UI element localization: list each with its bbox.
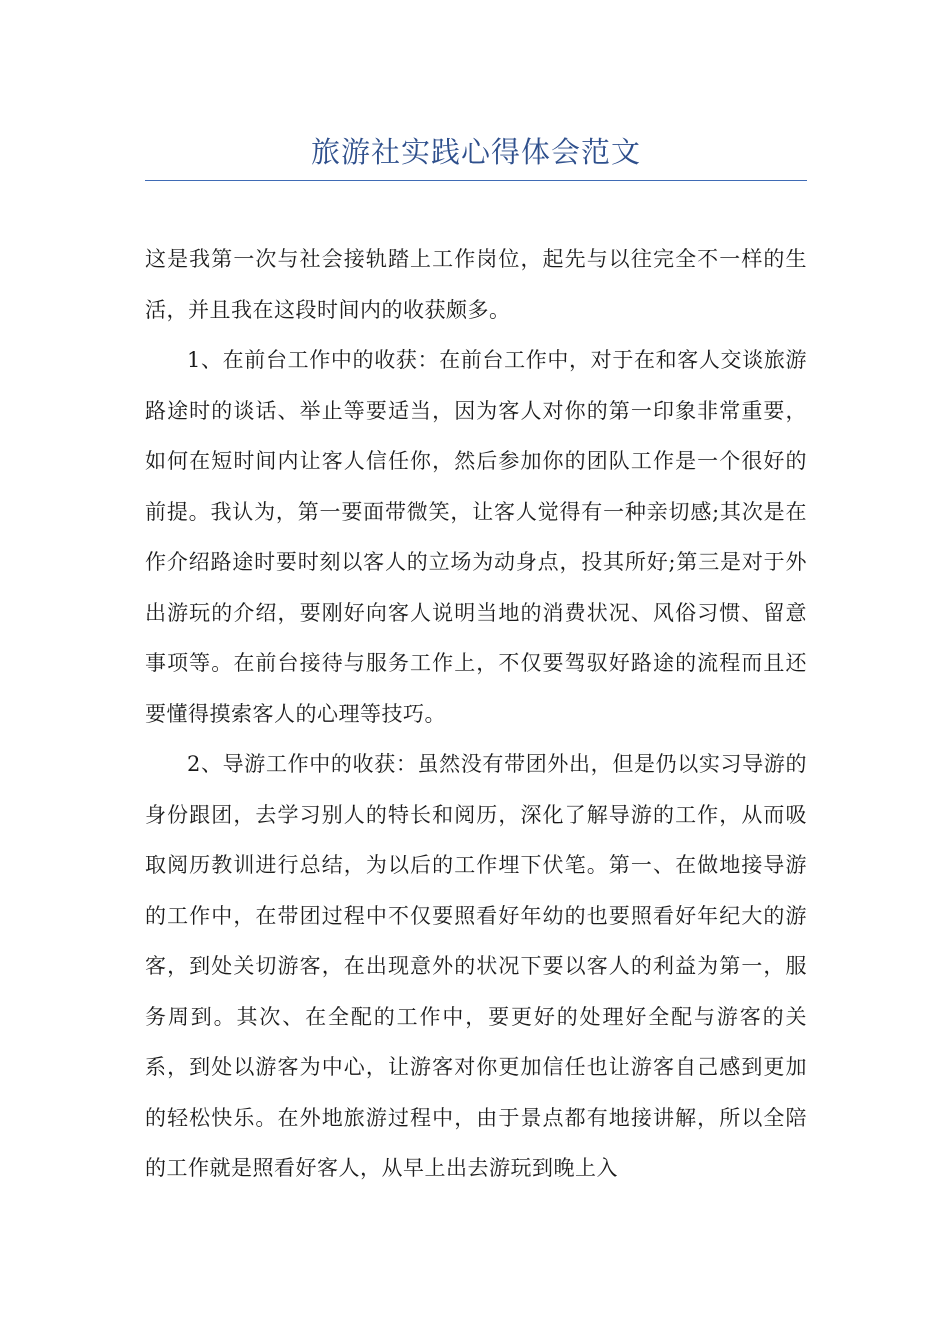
document-body — [145, 234, 807, 1194]
document-title: 旅游社实践心得体会范文 — [310, 135, 641, 169]
paragraph-intro: 这是我第一次与社会接轨踏上工作岗位，起先与以往完全不一样的生活，并且我在这段时间内的收获颇多。 — [145, 247, 807, 322]
paragraph-front-desk: 1、在前台工作中的收获：在前台工作中，对于在和客人交谈旅游路途时的谈话、举止等要适当，因为客人对你的第一印象非常重要，如何在短时间内让客人信任你，然后参加你的团队工作是一个很好的前提。我认为，第一要面带微笑，让客人觉得有一种亲切感;其次是在作介绍路途时要时刻以客人的立场为动身点，投其所好;第三是对于外出游玩的介绍，要刚好向客人说明当地的消费状况、风俗习惯、留意事项等。在前台接待与服务工作上，不仅要驾驭好路途的流程而且还要懂得摸索客人的心理等技巧。 — [145, 348, 807, 726]
paragraph-tour-guide: 2、导游工作中的收获：虽然没有带团外出，但是仍以实习导游的身份跟团，去学习别人的特长和阅历，深化了解导游的工作，从而吸取阅历教训进行总结，为以后的工作埋下伏笔。第一、在做地接导游的工作中，在带团过程中不仅要照看好年幼的也要照看好年纪大的游客，到处关切游客，在出现意外的状况下要以客人的利益为第一，服务周到。其次、在全配的工作中，要更好的处理好全配与游客的关系，到处以游客为中心，让游客对你更加信任也让游客自己感到更加的轻松快乐。在外地旅游过程中，由于景点都有地接讲解，所以全陪的工作就是照看好客人，从早上出去游玩到晚上入 — [145, 752, 807, 1180]
title-underline — [145, 180, 807, 181]
